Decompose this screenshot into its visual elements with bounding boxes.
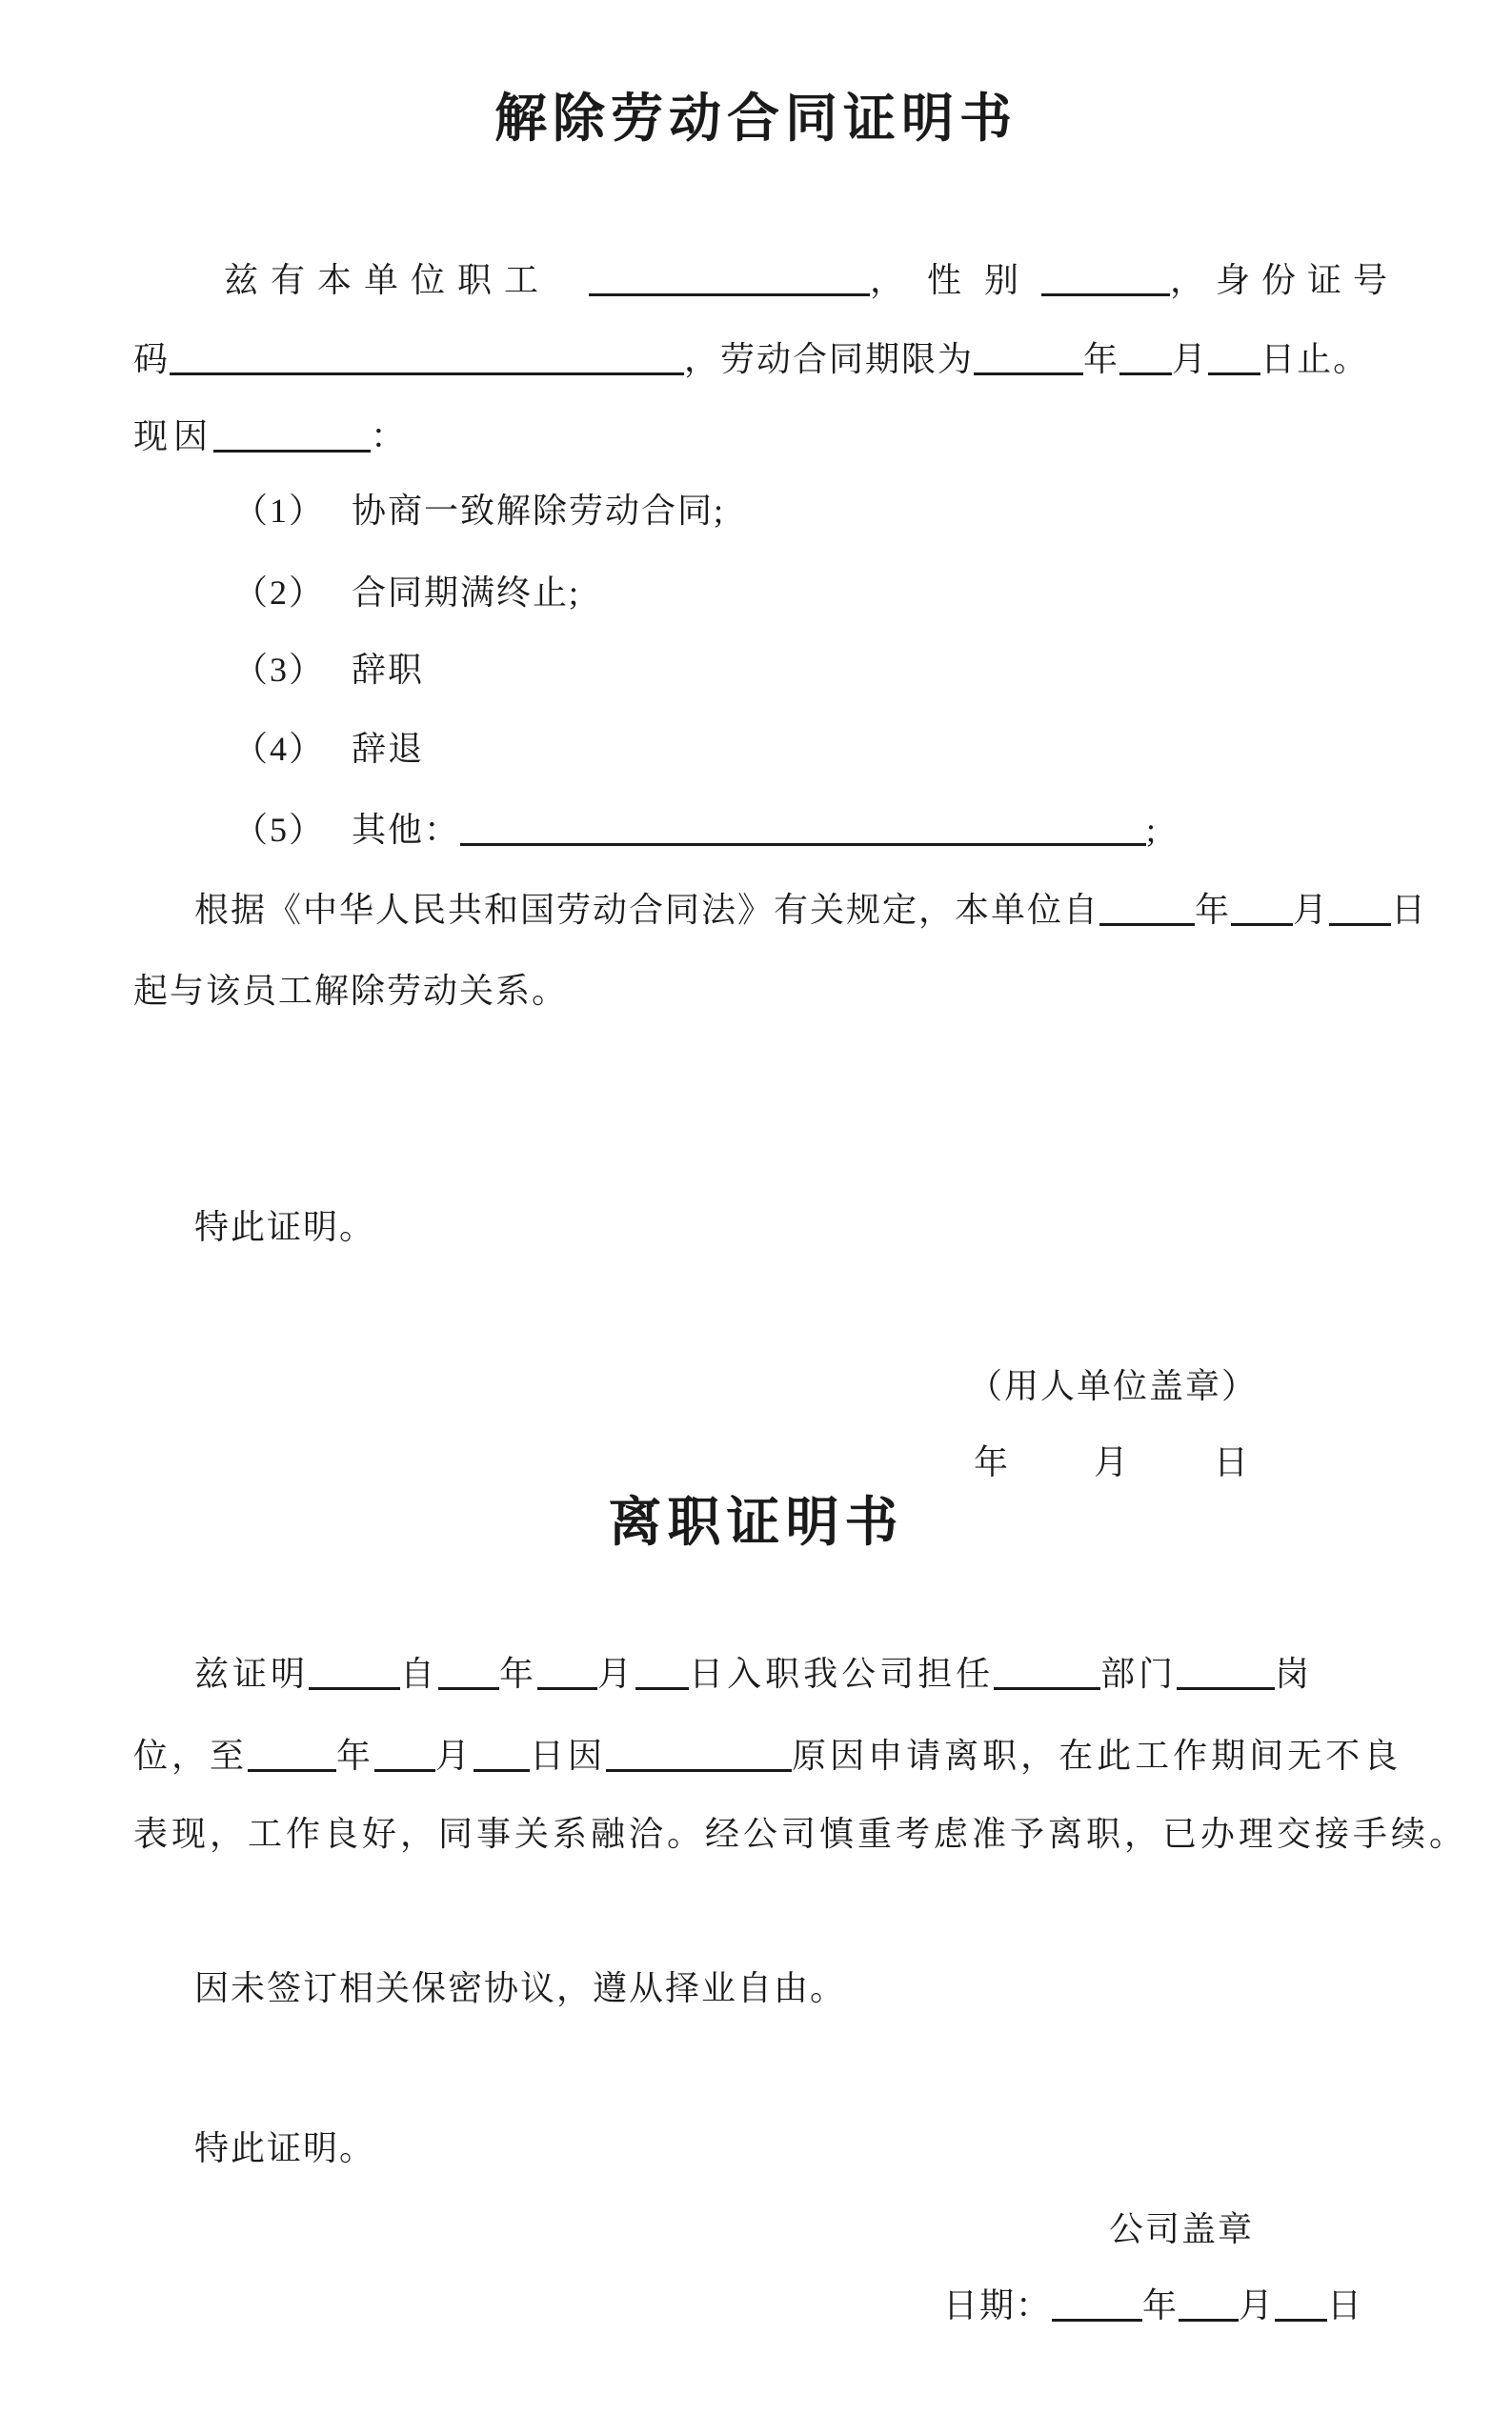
text-segment: （4） (233, 730, 326, 768)
text-segment: 自 (400, 1655, 439, 1693)
blank-field (1329, 917, 1391, 926)
text-segment: 日 (1391, 891, 1428, 929)
blank-field (974, 367, 1083, 375)
text-segment: 月 (1172, 340, 1209, 378)
doc1-law-line2: 起与该员工解除劳动关系。 (133, 972, 569, 1010)
text-segment: 协商一致解除劳动合同; (352, 492, 726, 530)
text-segment: 年 (336, 1737, 375, 1775)
doc2-para1-line1 (194, 1644, 1313, 1703)
blank-field (994, 1681, 1100, 1690)
blank-field (248, 1763, 336, 1772)
doc2-para1-line3: 表现，工作良好，同事关系融洽。经公司慎重考虑准予离职，已办理交接手续。 (133, 1815, 1468, 1853)
blank-field (635, 1681, 689, 1690)
blank-field (474, 1763, 530, 1772)
text-segment: 月 (597, 1655, 636, 1693)
doc1-item-5 (233, 800, 1158, 859)
blank-field (1208, 367, 1260, 375)
blank-field (1119, 367, 1172, 375)
text-segment: 现因 (133, 417, 214, 455)
doc2-para2: 因未签订相关保密协议，遵从择业自由。 (194, 1969, 847, 2007)
text-segment: 辞职 (352, 651, 425, 689)
text-segment: 根据《中华人民共和国劳动合同法》有关规定，本单位自 (194, 891, 1100, 929)
text-segment: 日期： (943, 2286, 1053, 2324)
text-segment: ，性别 (870, 261, 1042, 299)
doc2-title: 离职证明书 (608, 1494, 904, 1553)
doc1-title: 解除劳动合同证明书 (494, 90, 1018, 148)
blank-field (1052, 2313, 1142, 2322)
blank-field (170, 367, 684, 375)
blank-field (213, 444, 371, 453)
text-segment: 日止。 (1260, 340, 1370, 378)
doc1-item-1 (233, 481, 725, 540)
text-segment: （3） (233, 651, 326, 689)
blank-field (1275, 2313, 1327, 2322)
doc1-law-line1 (194, 880, 1427, 939)
text-segment: 月 (435, 1737, 474, 1775)
doc2-company-stamp-note: 公司盖章 (1109, 2210, 1255, 2248)
text-segment: 兹证明 (194, 1655, 310, 1693)
text-segment: 辞退 (352, 730, 425, 768)
text-segment: 年 (1195, 891, 1232, 929)
blank-field (606, 1763, 792, 1772)
doc1-para1-line2 (133, 330, 1369, 389)
text-segment: （2） (233, 574, 326, 612)
text-segment: 年 (499, 1655, 538, 1693)
text-segment: 部门 (1100, 1655, 1178, 1693)
doc1-reason-line (133, 407, 407, 466)
doc1-para1-line1 (224, 251, 1399, 310)
blank-field (1099, 917, 1195, 926)
doc1-date-line: 年 月 日 (974, 1443, 1255, 1481)
doc2-certify-line: 特此证明。 (194, 2129, 376, 2167)
blank-field (460, 837, 1146, 846)
text-segment: ： (371, 417, 408, 455)
blank-field (1179, 2313, 1239, 2322)
text-segment: 原因申请离职，在此工作期间无不良 (792, 1737, 1402, 1775)
text-segment: 年 (1142, 2286, 1179, 2324)
text-segment: （5） (233, 811, 326, 849)
text-segment: 日因 (530, 1737, 607, 1775)
doc2-para1-line2 (133, 1726, 1401, 1785)
text-segment: 码 (133, 340, 171, 378)
text-segment: 年 (1083, 340, 1120, 378)
text-segment: ，劳动合同期限为 (684, 340, 975, 378)
text-segment: 位，至 (133, 1737, 249, 1775)
text-segment: 日 (1327, 2286, 1364, 2324)
blank-field (1177, 1681, 1275, 1690)
blank-field (438, 1681, 499, 1690)
text-segment: 兹有本单位职工 (224, 261, 552, 299)
blank-field (374, 1763, 435, 1772)
text-segment: 合同期满终止; (352, 574, 581, 612)
text-segment: 月 (1239, 2286, 1276, 2324)
text-segment: 月 (1293, 891, 1330, 929)
blank-field (589, 288, 870, 296)
text-segment: ，身份证号 (1170, 261, 1400, 299)
text-segment: 日入职我公司担任 (689, 1655, 995, 1693)
doc1-item-4 (233, 719, 424, 778)
blank-field (309, 1681, 400, 1690)
doc1-employer-stamp-note: （用人单位盖章） (968, 1367, 1259, 1405)
text-segment: 岗 (1275, 1655, 1314, 1693)
text-segment: 其他： (352, 811, 461, 849)
blank-field (1041, 288, 1170, 296)
text-segment: （1） (233, 492, 326, 530)
blank-field (1231, 917, 1293, 926)
blank-field (537, 1681, 597, 1690)
doc1-item-3 (233, 640, 424, 699)
doc1-item-2 (233, 563, 580, 622)
doc1-certify-line: 特此证明。 (194, 1208, 376, 1246)
doc2-date-line (943, 2276, 1363, 2335)
text-segment: ; (1146, 811, 1159, 849)
